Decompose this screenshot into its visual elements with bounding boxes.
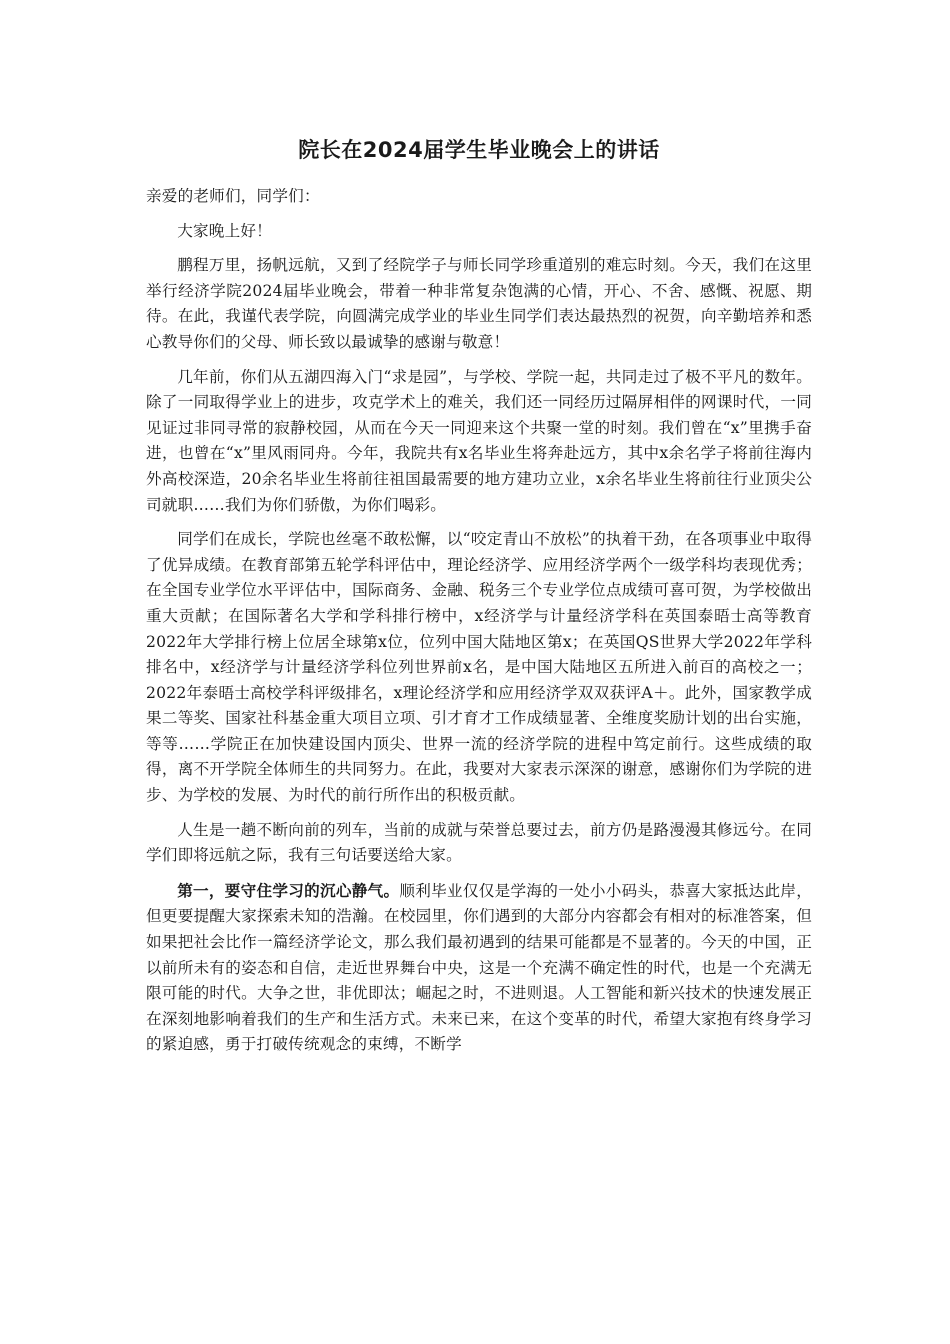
paragraph-5 [146, 878, 812, 1058]
paragraph-4: 人生是一趟不断向前的列车，当前的成就与荣誉总要过去，前方仍是路漫漫其修远兮。在同学们即将远航之际，我有三句话要送给大家。 [146, 820, 812, 865]
document-page [146, 134, 812, 1058]
greeting: 大家晚上好！ [177, 221, 272, 240]
salutation: 亲爱的老师们，同学们： [146, 187, 320, 205]
paragraph-3: 同学们在成长，学院也丝毫不敢松懈，以“咬定青山不放松”的执着干劲，在各项事业中取得了优异成绩。在教育部第五轮学科评估中，理论经济学、应用经济学两个一级学科均表现优秀；在全国专业学位水平评估中，国际商务、金融、税务三个专业学位点成绩可喜可贺，为学校做出重大贡献；在国际著名大学和学科排行榜中，x经济学与计量经济学科在英国泰晤士高等教育2022年大学排行榜上位居全球第x位，位列中国大陆地区第x；在英国QS世界大学2022年学科排名中，x经济学与计量经济学科位列世界前x名，是中国大陆地区五所进入前百的高校之一；2022年泰晤士高校学科评级排名，x理论经济学和应用经济学双双获评A＋。此外，国家教学成果二等奖、国家社科基金重大项目立项、引才育才工作成绩显著、全维度奖励计划的出台实施，等等……学院正在加快建设国内顶尖、世界一流的经济学院的进程中笃定前行。这些成绩的取得，离不开学院全体师生的共同努力。在此，我要对大家表示深深的谢意，感谢你们为学院的进步、为学校的发展、为时代的前行所作出的积极贡献。 [146, 530, 812, 805]
point-one-body: 顺利毕业仅仅是学海的一处小小码头，恭喜大家抵达此岸，但更要提醒大家探索未知的浩瀚。在校园里，你们遇到的大部分内容都会有相对的标准答案，但如果把社会比作一篇经济学论文，那么我们最初遇到的结果可能都是不显著的。今天的中国，正以前所未有的姿态和自信，走近世界舞台中央，这是一个充满不确定性的时代，也是一个充满无限可能的时代。大争之世，非优即汰；崛起之时，不进则退。人工智能和新兴技术的快速发展正在深刻地影响着我们的生产和生活方式。未来已来，在这个变革的时代，希望大家抱有终身学习的紧迫感，勇于打破传统观念的束缚，不断学 [146, 881, 812, 1054]
paragraph-1: 鹏程万里，扬帆远航，又到了经院学子与师长同学珍重道别的难忘时刻。今天，我们在这里举行经济学院2024届毕业晚会，带着一种非常复杂饱满的心情，开心、不舍、感慨、祝愿、期待。在此，我谨代表学院，向圆满完成学业的毕业生同学们表达最热烈的祝贺，向辛勤培养和悉心教导你们的父母、师长致以最诚挚的感谢与敬意！ [146, 256, 812, 351]
paragraph-2: 几年前，你们从五湖四海入门“求是园”，与学校、学院一起，共同走过了极不平凡的数年。除了一同取得学业上的进步，攻克学术上的难关，我们还一同经历过隔屏相伴的网课时代，一同见证过非同寻常的寂静校园，从而在今天一同迎来这个共聚一堂的时刻。我们曾在“x”里携手奋进，也曾在“x”里风雨同舟。今年，我院共有x名毕业生将奔赴远方，其中x余名学子将前往海内外高校深造，20余名毕业生将前往祖国最需要的地方建功立业，x余名毕业生将前往行业顶尖公司就职……我们为你们骄傲，为你们喝彩。 [146, 367, 812, 514]
document-title: 院长在2024届学生毕业晚会上的讲话 [298, 138, 660, 162]
point-one-heading: 第一，要守住学习的沉心静气。 [177, 880, 400, 900]
